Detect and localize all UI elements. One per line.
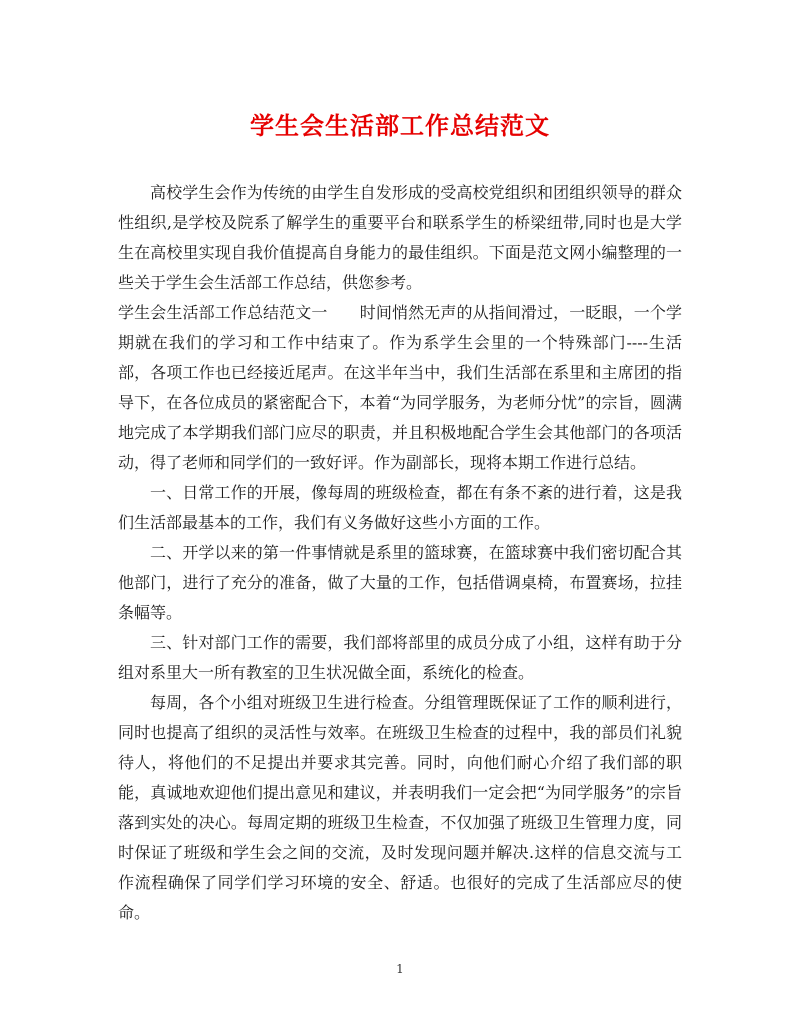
document-title: 学生会生活部工作总结范文	[250, 111, 550, 140]
paragraph-intro: 高校学生会作为传统的由学生自发形成的受高校党组织和团组织领导的群众性组织,是学校及院系了解学生的重要平台和联系学生的桥梁纽带,同时也是大学生在高校里实现自我价值提高自身能力的最佳组织。下面是范文网小编整理的一些关于学生会生活部工作总结，供您参考。	[118, 183, 682, 292]
paragraph-item-two: 二、开学以来的第一件事情就是系里的篮球赛，在篮球赛中我们密切配合其他部门，进行了充分的准备，做了大量的工作，包括借调桌椅，布置赛场，拉挂条幅等。	[118, 543, 682, 622]
page-number: 1	[396, 962, 404, 976]
paragraph-weekly-check: 每周，各个小组对班级卫生进行检查。分组管理既保证了工作的顺利进行，同时也提高了组织的灵活性与效率。在班级卫生检查的过程中，我的部员们礼貌待人，将他们的不足提出并要求其完善。同时，向他们耐心介绍了我们部的职能，真诚地欢迎他们提出意见和建议，并表明我们一定会把“为同学服务”的宗旨落到实处的决心。每周定期的班级卫生检查，不仅加强了班级卫生管理力度，同时保证了班级和学生会之间的交流，及时发现问题并解决.这样的信息交流与工作流程确保了同学们学习环境的安全、舒适。也很好的完成了生活部应尽的使命。	[118, 693, 682, 922]
paragraph-summary-one: 学生会生活部工作总结范文一 时间悄然无声的从指间滑过，一眨眼，一个学期就在我们的学习和工作中结束了。作为系学生会里的一个特殊部门----生活部，各项工作也已经接近尾声。在这半年当中，我们生活部在系里和主席团的指导下，在各位成员的紧密配合下，本着“为同学服务，为老师分忧”的宗旨，圆满地完成了本学期我们部门应尽的职责，并且积极地配合学生会其他部门的各项活动，得了老师和同学们的一致好评。作为副部长，现将本期工作进行总结。	[118, 303, 682, 472]
paragraph-item-three: 三、针对部门工作的需要，我们部将部里的成员分成了小组，这样有助于分组对系里大一所有教室的卫生状况做全面，系统化的检查。	[118, 633, 682, 682]
document-body	[118, 178, 682, 928]
paragraph-item-one: 一、日常工作的开展，像每周的班级检查，都在有条不紊的进行着，这是我们生活部最基本的工作，我们有义务做好这些小方面的工作。	[118, 483, 682, 532]
